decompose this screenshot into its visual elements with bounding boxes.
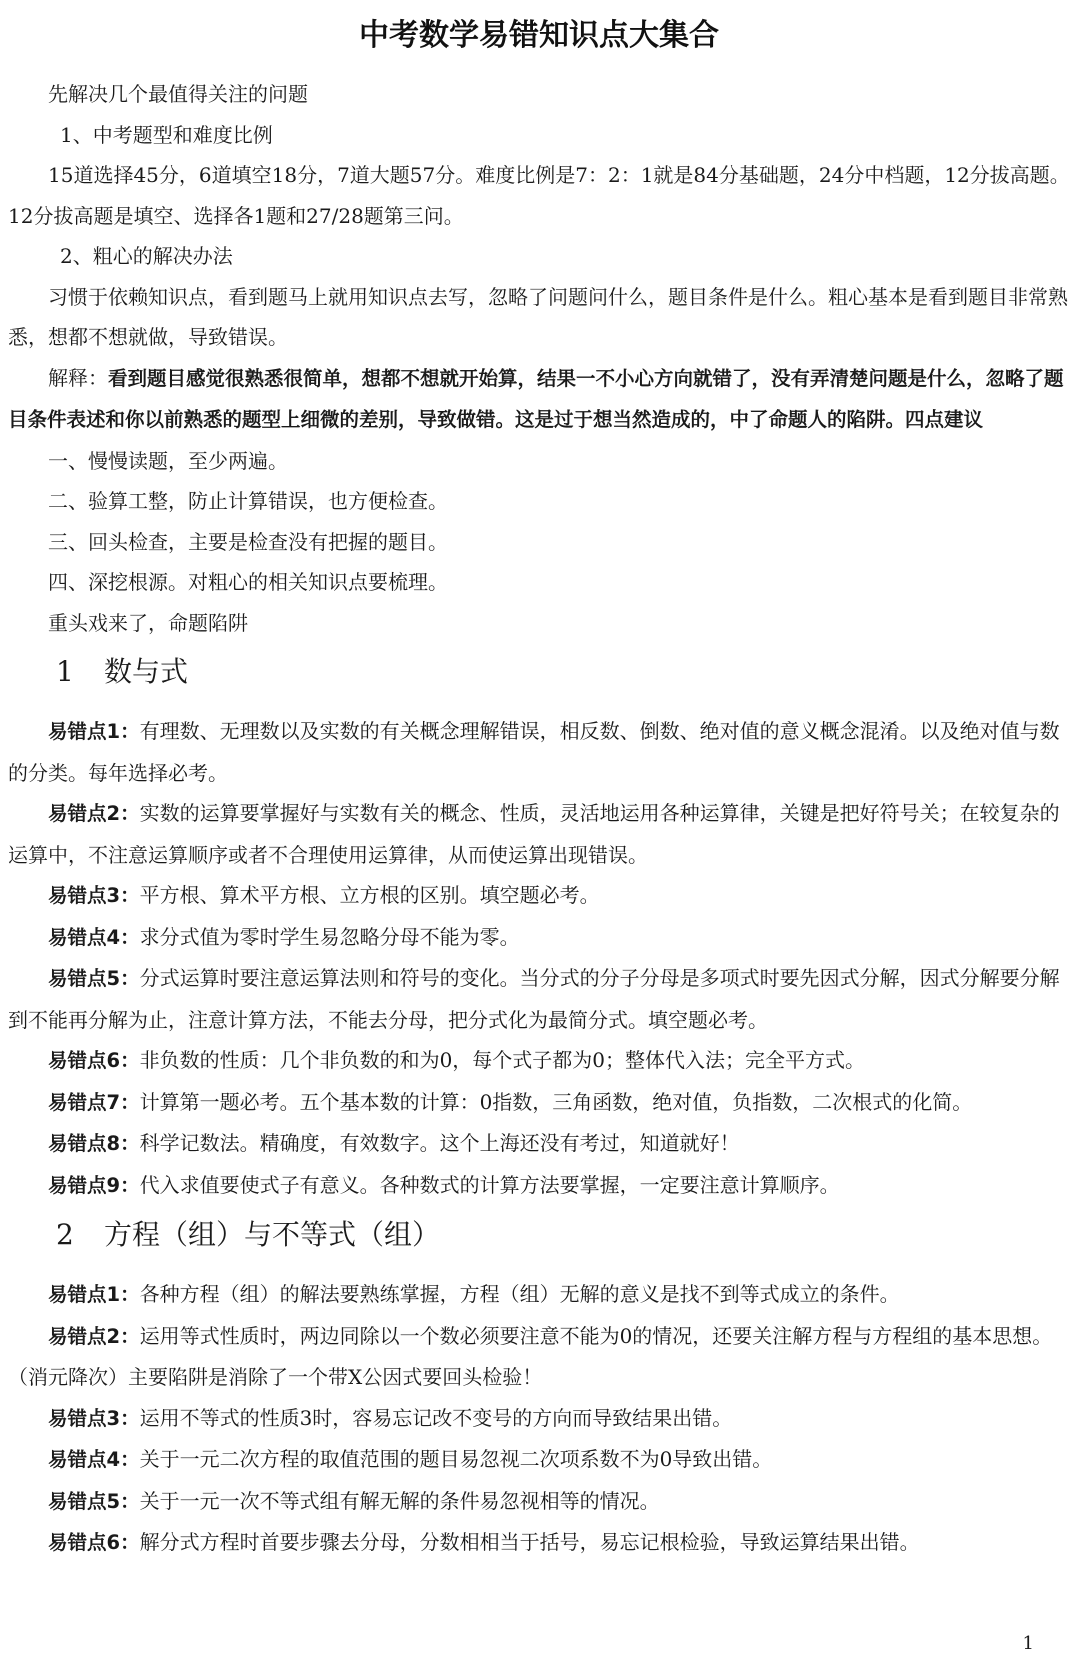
mistake-text: 平方根、算术平方根、立方根的区别。填空题必考。	[139, 883, 600, 907]
mistake-label: 易错点2：	[48, 802, 140, 825]
section-number: 2	[56, 1218, 74, 1251]
page-number: 1	[1022, 1633, 1034, 1654]
mistake-point	[8, 875, 1070, 917]
mistake-point	[8, 1522, 1070, 1564]
mistake-label: 易错点4：	[48, 1448, 140, 1471]
tip-2: 二、验算工整，防止计算错误，也方便检查。	[48, 489, 448, 513]
mistake-point	[8, 1165, 1070, 1207]
mistake-label: 易错点5：	[48, 967, 140, 990]
explanation-label: 解释：	[48, 365, 108, 390]
section-name: 方程（组）与不等式（组）	[104, 1218, 441, 1251]
section-name: 数与式	[104, 655, 189, 688]
question-1-heading: 1、中考题型和难度比例	[60, 122, 273, 147]
mistake-label: 易错点5：	[48, 1489, 140, 1513]
mistake-label: 易错点9：	[48, 1173, 140, 1197]
mistake-point	[8, 1439, 1070, 1481]
mistake-text: 关于一元二次方程的取值范围的题目易忽视二次项系数不为0导致出错。	[139, 1447, 773, 1471]
mistake-text: 分式运算时要注意运算法则和符号的变化。当分式的分子分母是多项式时要先因式分解，因式分解要分解到不能再分解为止，注意计算方法，不能去分母，把分式化为最简分式。填空题必考。	[8, 966, 1060, 1032]
explanation-paragraph	[8, 358, 1070, 441]
mistake-label: 易错点3：	[48, 1406, 140, 1430]
question-1-text: 15道选择45分，6道填空18分，7道大题57分。难度比例是7：2：1就是84分基础题，24分中档题，12分拔高题。12分拔高题是填空、选择各1题和27/28题第三问。	[8, 163, 1070, 228]
mistake-point	[8, 1040, 1070, 1082]
mistake-text: 各种方程（组）的解法要熟练掌握，方程（组）无解的意义是找不到等式成立的条件。	[139, 1282, 900, 1306]
mistake-label: 易错点7：	[48, 1090, 140, 1114]
mistake-text: 实数的运算要掌握好与实数有关的概念、性质，灵活地运用各种运算律，关键是把好符号关；在较复杂的运算中，不注意运算顺序或者不合理使用运算律，从而使运算出现错误。	[8, 801, 1060, 867]
mistake-text: 关于一元一次不等式组有解无解的条件易忽视相等的情况。	[139, 1488, 660, 1513]
question-2-text: 习惯于依赖知识点，看到题马上就用知识点去写，忽略了问题问什么，题目条件是什么。粗心基本是看到题目非常熟悉，想都不想就做，导致错误。	[8, 284, 1068, 349]
mistake-text: 运用等式性质时，两边同除以一个数必须要注意不能为0的情况，还要关注解方程与方程组的基本思想。（消元降次）主要陷阱是消除了一个带X公因式要回头检验！	[8, 1323, 1053, 1389]
tip-1: 一、慢慢读题，至少两遍。	[48, 448, 288, 473]
mistake-point	[8, 793, 1070, 875]
mistake-point	[8, 1274, 1070, 1316]
mistake-point	[8, 1398, 1070, 1440]
mistake-point	[8, 958, 1070, 1040]
mistake-point	[8, 711, 1070, 793]
mistake-text: 科学记数法。精确度，有效数字。这个上海还没有考过，知道就好！	[139, 1131, 740, 1155]
mistake-text: 运用不等式的性质3时，容易忘记改不变号的方向而导致结果出错。	[139, 1405, 733, 1430]
mistake-label: 易错点1：	[48, 720, 140, 743]
mistake-text: 计算第一题必考。五个基本数的计算：0指数，三角函数，绝对值，负指数，二次根式的化简。	[139, 1089, 973, 1114]
mistake-label: 易错点3：	[48, 884, 140, 907]
intro-lead: 先解决几个最值得关注的问题	[48, 82, 308, 106]
tip-4: 四、深挖根源。对粗心的相关知识点要梳理。	[48, 570, 448, 594]
mistake-point	[8, 1481, 1070, 1523]
mistake-text: 解分式方程时首要步骤去分母，分数相相当于括号，易忘记根检验，导致运算结果出错。	[139, 1530, 920, 1554]
question-2-heading: 2、粗心的解决办法	[60, 244, 233, 268]
mistake-label: 易错点8：	[48, 1132, 140, 1155]
transition-text: 重头戏来了，命题陷阱	[48, 610, 248, 635]
section-2-heading	[8, 1210, 1070, 1260]
mistake-label: 易错点6：	[48, 1531, 140, 1554]
mistake-text: 求分式值为零时学生易忽略分母不能为零。	[139, 924, 520, 949]
mistake-text: 代入求值要使式子有意义。各种数式的计算方法要掌握，一定要注意计算顺序。	[139, 1172, 840, 1197]
mistake-label: 易错点1：	[48, 1283, 140, 1306]
mistake-point	[8, 1123, 1070, 1165]
mistake-label: 易错点6：	[48, 1049, 140, 1072]
document-title: 中考数学易错知识点大集合	[359, 18, 719, 53]
explanation-text: 看到题目感觉很熟悉很简单，想都不想就开始算，结果一不小心方向就错了，没有弄清楚问题是什么，忽略了题目条件表述和你以前熟悉的题型上细微的差别，导致做错。这是过于想当然造成的，中了命题人的陷阱。四点建议	[8, 366, 1064, 431]
section-1-heading	[8, 647, 1070, 697]
mistake-point	[8, 917, 1070, 959]
mistake-point	[8, 1316, 1070, 1398]
tip-3: 三、回头检查，主要是检查没有把握的题目。	[48, 529, 448, 554]
mistake-text: 有理数、无理数以及实数的有关概念理解错误，相反数、倒数、绝对值的意义概念混淆。以及绝对值与数的分类。每年选择必考。	[8, 719, 1060, 785]
section-number: 1	[56, 655, 74, 688]
mistake-point	[8, 1082, 1070, 1124]
mistake-label: 易错点2：	[48, 1324, 140, 1348]
mistake-label: 易错点4：	[48, 925, 140, 949]
mistake-text: 非负数的性质：几个非负数的和为0，每个式子都为0；整体代入法；完全平方式。	[139, 1048, 866, 1072]
